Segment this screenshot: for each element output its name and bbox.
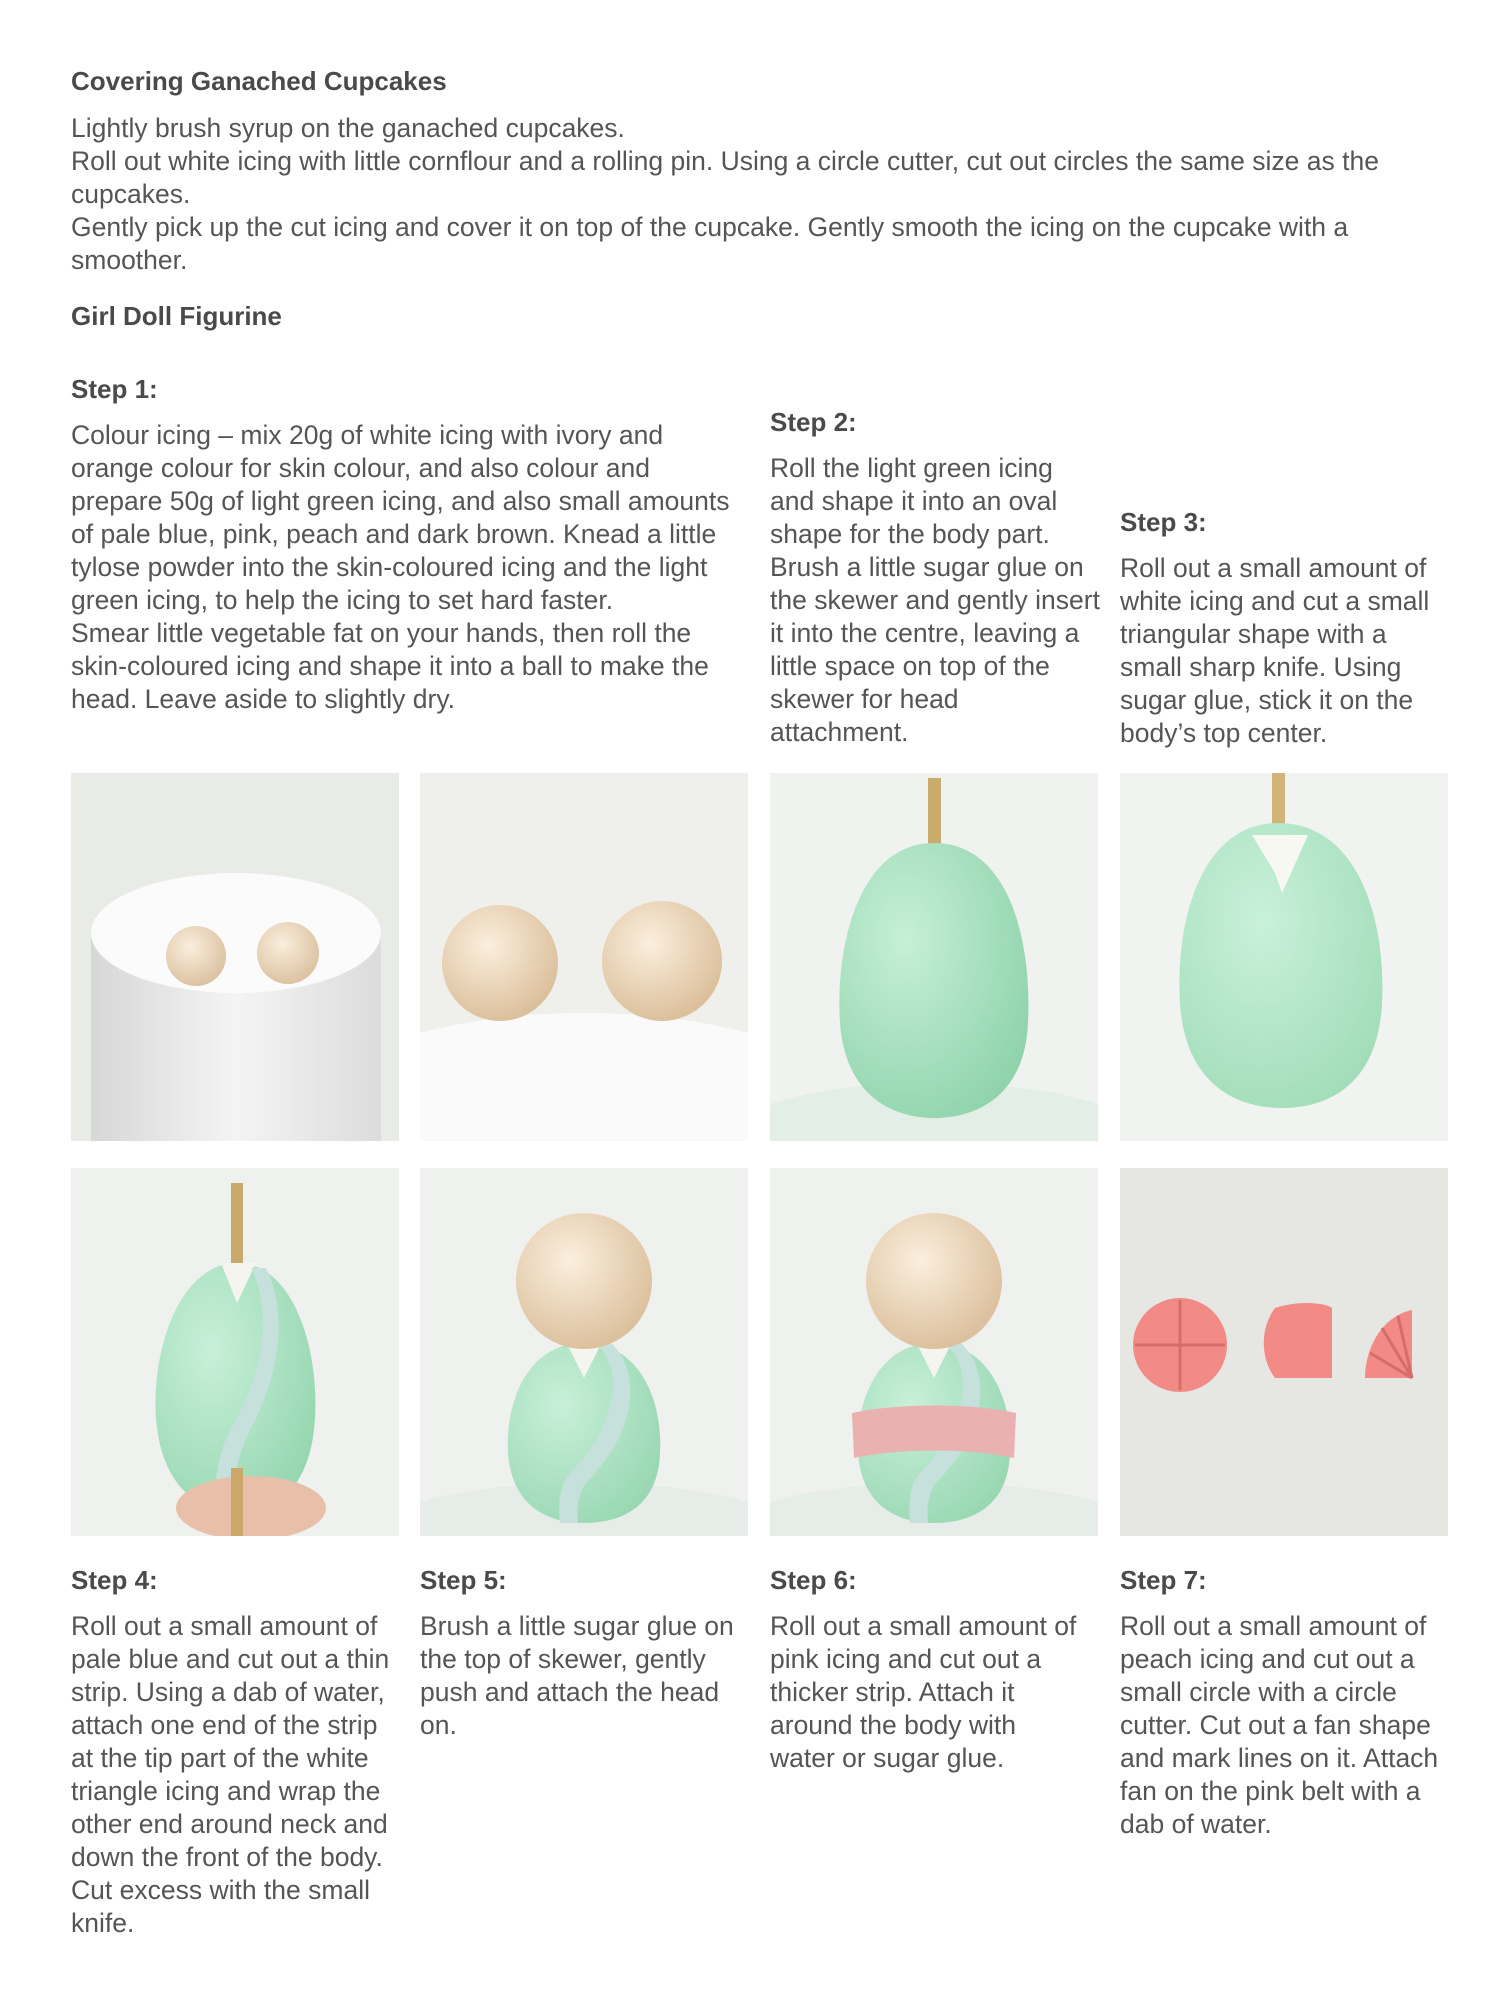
photo-skin-balls-small [71, 773, 399, 1141]
cupcakes-para-3: Gently pick up the cut icing and cover it on top of the cupcake. Gently smooth the icing on the cupcake with a smoother. [71, 212, 1349, 275]
step-4-text: Roll out a small amount of pale blue and cut out a thin strip. Using a dab of water, attach one end of the strip at the tip part of the white triangle icing and wrap the other end around neck and down the front of the body. Cut excess with the small knife. [71, 1611, 390, 1938]
step-2-text: Roll the light green icing and shape it into an oval shape for the body part. Brush a little sugar glue on the skewer and gently insert it into the centre, leaving a little space on top of the skewer for head attachment. [770, 453, 1100, 747]
step-5-text: Brush a little sugar glue on the top of skewer, gently push and attach the head on. [420, 1611, 734, 1740]
step-6-text: Roll out a small amount of pink icing and cut out a thicker strip. Attach it around the body with water or sugar glue. [770, 1611, 1077, 1773]
photo-green-oval-body [770, 773, 1098, 1141]
step-1-text [71, 419, 741, 716]
photo-pink-belt [770, 1168, 1098, 1536]
photo-head-attached [420, 1168, 748, 1536]
step-5-title: Step 5: [420, 1565, 507, 1595]
section-heading-figurine: Girl Doll Figurine [71, 301, 282, 331]
cupcakes-para-2: Roll out white icing with little cornflour and a rolling pin. Using a circle cutter, cut out circles the same size as the cupcakes. [71, 146, 1379, 209]
cupcakes-para-1: Lightly brush syrup on the ganached cupcakes. [71, 113, 625, 143]
step-7-title: Step 7: [1120, 1565, 1207, 1595]
step-7-text: Roll out a small amount of peach icing and cut out a small circle with a circle cutter. Cut out a fan shape and mark lines on it. Attach fan on the pink belt with a dab of water. [1120, 1611, 1439, 1839]
photo-white-triangle [1120, 773, 1448, 1141]
step-3-title: Step 3: [1120, 507, 1207, 537]
step-1-para-2: Smear little vegetable fat on your hands, then roll the skin-coloured icing and shape it into a ball to make the head. Leave aside to slightly dry. [71, 618, 709, 714]
photo-skin-balls-large [420, 773, 748, 1141]
step-1-title: Step 1: [71, 374, 158, 404]
step-6-title: Step 6: [770, 1565, 857, 1595]
photo-peach-fans [1120, 1168, 1448, 1536]
photo-blue-strip [71, 1168, 399, 1536]
step-1-para-1: Colour icing – mix 20g of white icing with ivory and orange colour for skin colour, and also colour and prepare 50g of light green icing, and also small amounts of pale blue, pink, peach and dark brown. Knead a little tylose powder into the skin-coloured icing and the light green icing, to help the icing to set hard faster. [71, 420, 730, 615]
step-2-title: Step 2: [770, 407, 857, 437]
cupcakes-instructions [71, 112, 1441, 277]
step-4-title: Step 4: [71, 1565, 158, 1595]
step-3-text: Roll out a small amount of white icing and cut a small triangular shape with a small sharp knife. Using sugar glue, stick it on the body’s top center. [1120, 553, 1430, 748]
section-heading-cupcakes: Covering Ganached Cupcakes [71, 66, 447, 96]
